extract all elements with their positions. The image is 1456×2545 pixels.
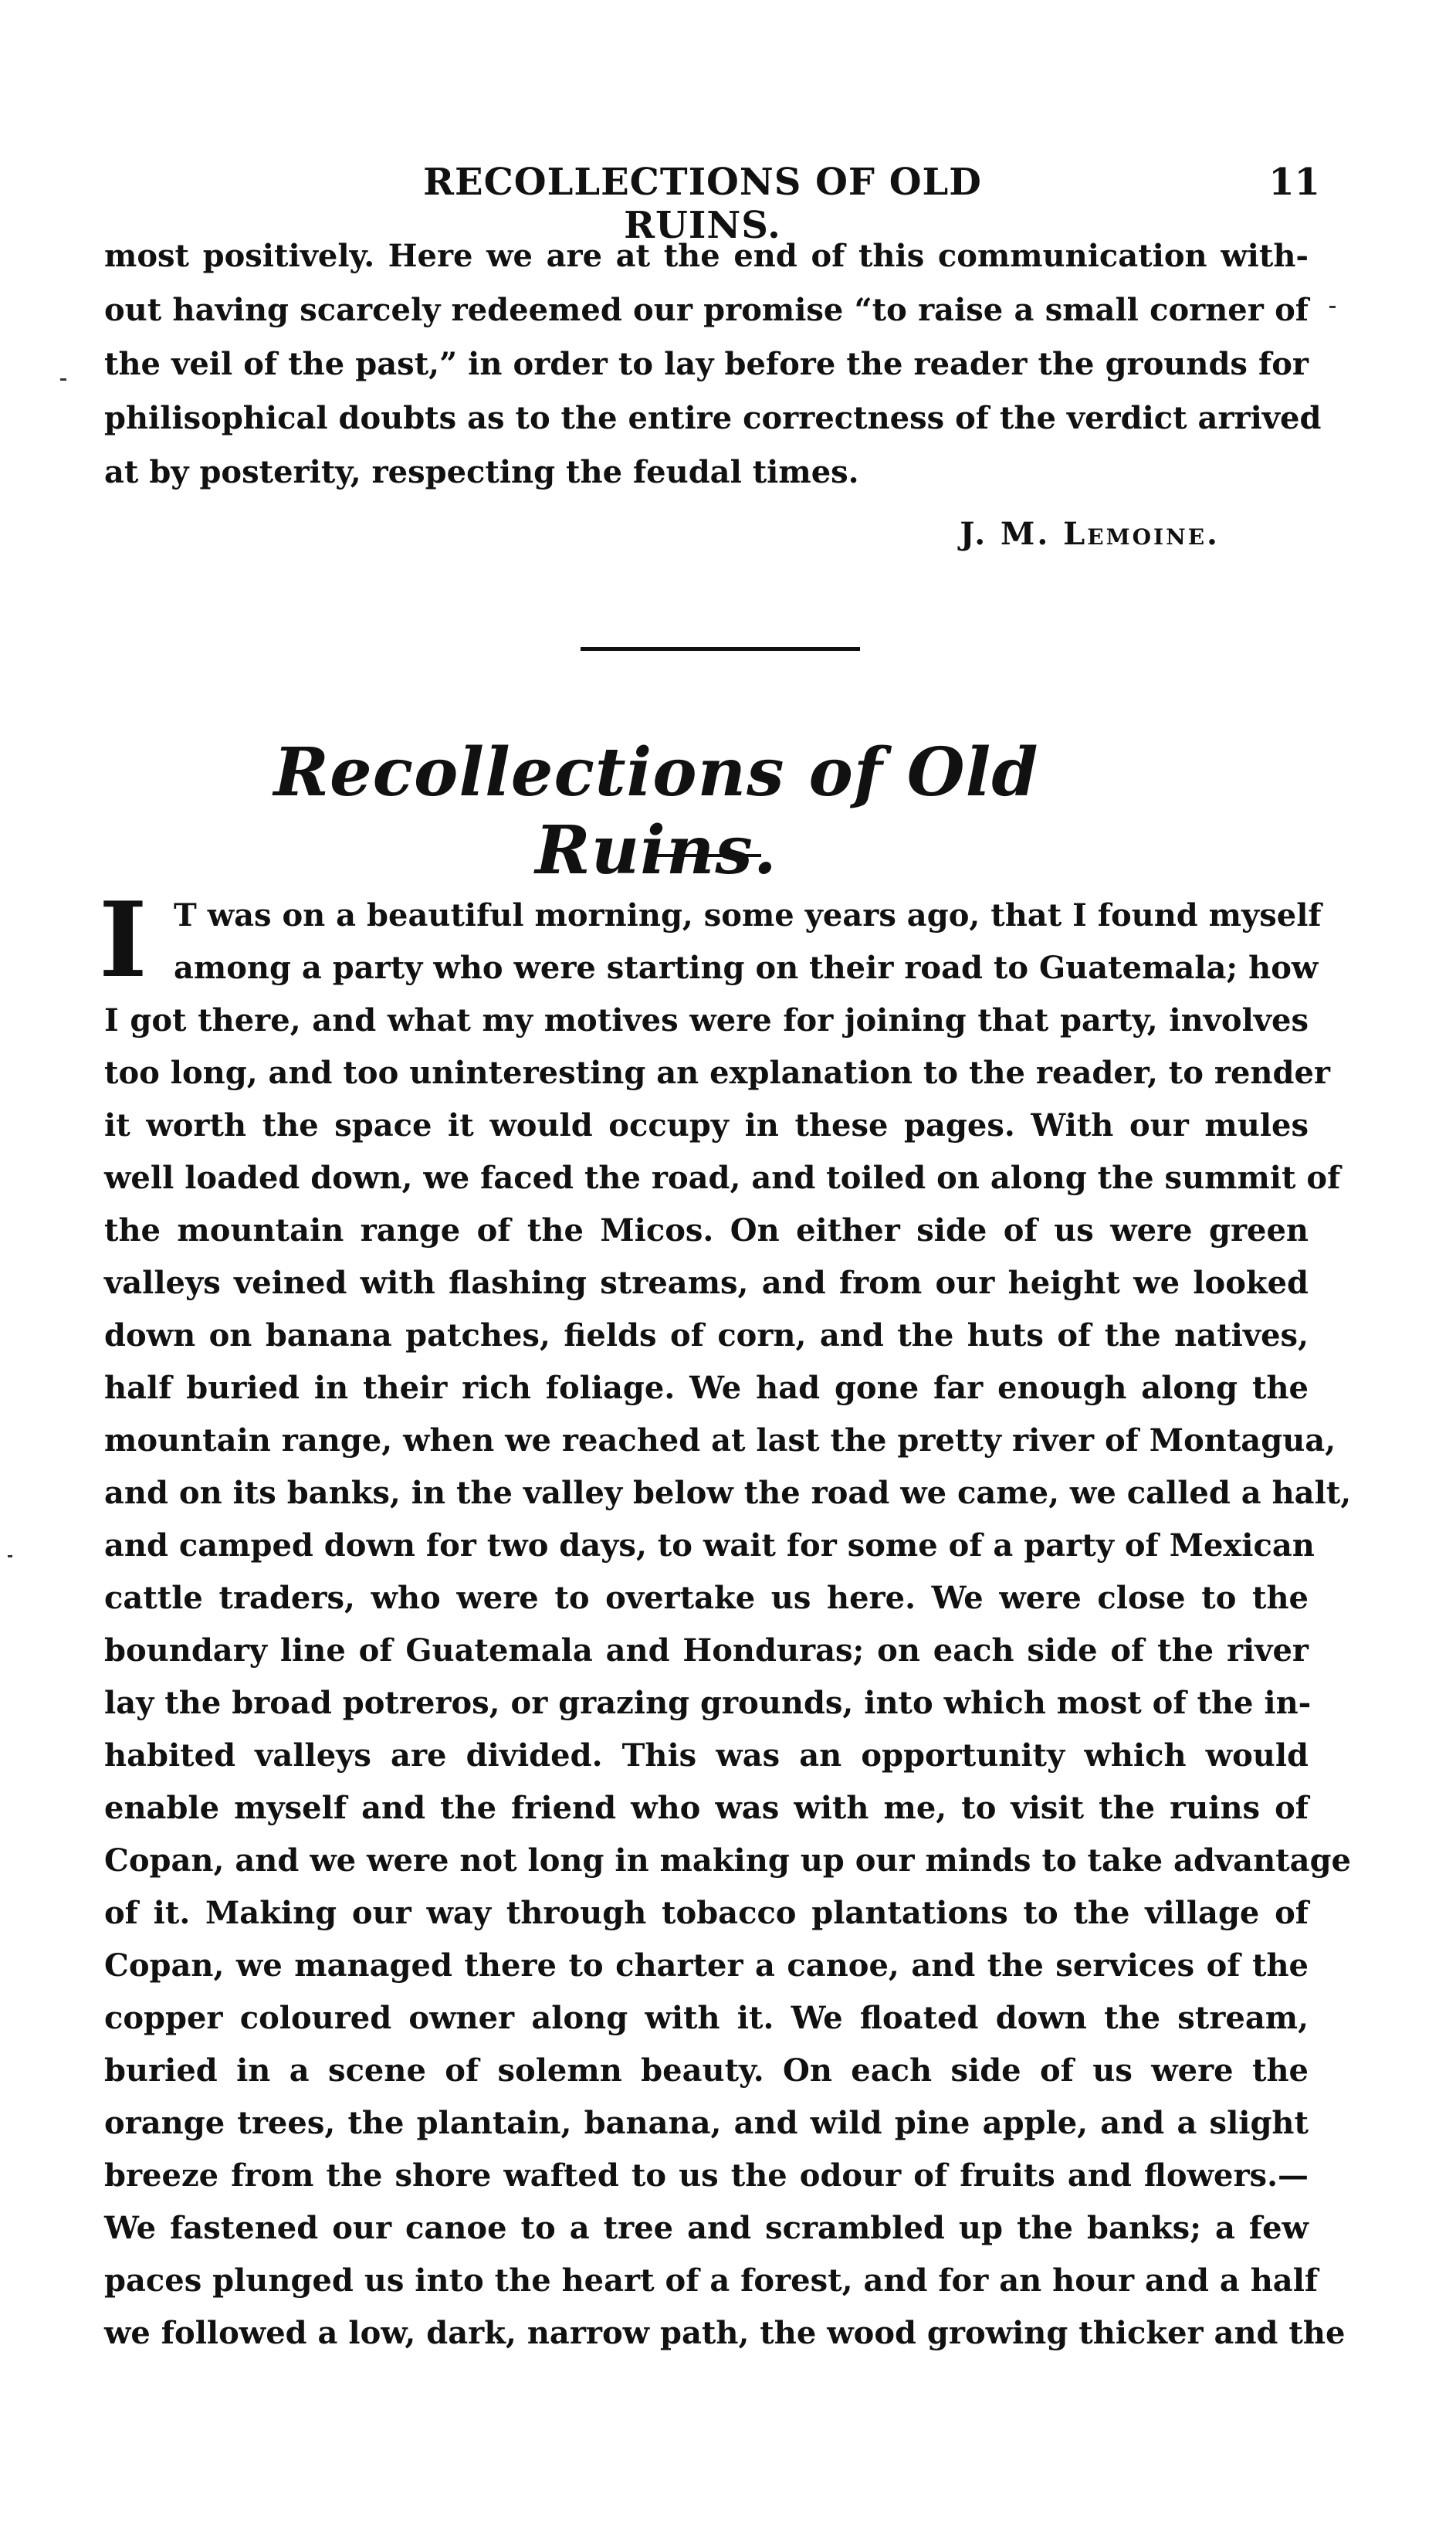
text-line: We fastened our canoe to a tree and scrambled up the banks; a few bbox=[104, 2210, 1309, 2246]
text-line: too long, and too uninteresting an explanation to the reader, to render bbox=[104, 1055, 1330, 1091]
text-line: enable myself and the friend who was with me, to visit the ruins of bbox=[104, 1790, 1309, 1826]
scan-speck bbox=[8, 1555, 12, 1557]
text-line: half buried in their rich foliage. We had gone far enough along the bbox=[104, 1370, 1309, 1406]
text-line: and camped down for two days, to wait for some of a party of Mexican bbox=[104, 1527, 1315, 1564]
text-line: we followed a low, dark, narrow path, the wood growing thicker and the bbox=[104, 2315, 1346, 2351]
text-line: T was on a beautiful morning, some years ago, that I found myself bbox=[174, 897, 1322, 934]
text-line: Copan, and we were not long in making up our minds to take advantage bbox=[104, 1842, 1351, 1879]
article-title: Recollections of Old Ruins. bbox=[273, 734, 1039, 890]
scan-speck bbox=[1329, 306, 1336, 308]
title-rule bbox=[647, 854, 761, 857]
text-line: boundary line of Guatemala and Honduras; on each side of the river bbox=[104, 1632, 1309, 1669]
text-line: the mountain range of the Micos. On either side of us were green bbox=[104, 1212, 1309, 1249]
text-line: cattle traders, who were to overtake us here. We were close to the bbox=[104, 1580, 1309, 1616]
text-line: orange trees, the plantain, banana, and wild pine apple, and a slight bbox=[104, 2105, 1309, 2141]
text-line: valleys veined with flashing streams, and from our height we looked bbox=[104, 1265, 1309, 1301]
text-line: paces plunged us into the heart of a forest, and for an hour and a half bbox=[104, 2262, 1319, 2299]
text-line: I got there, and what my motives were for joining that party, involves bbox=[104, 1002, 1309, 1039]
text-line: among a party who were starting on their road to Guatemala; how bbox=[174, 950, 1319, 986]
text-line: buried in a scene of solemn beauty. On each side of us were the bbox=[104, 2052, 1309, 2089]
scan-speck bbox=[60, 378, 66, 381]
text-line: of it. Making our way through tobacco plantations to the village of bbox=[104, 1895, 1309, 1931]
page-number: 11 bbox=[1268, 161, 1320, 204]
text-line: copper coloured owner along with it. We floated down the stream, bbox=[104, 2000, 1309, 2036]
running-head: RECOLLECTIONS OF OLD RUINS. bbox=[423, 161, 982, 247]
section-divider bbox=[581, 647, 860, 651]
text-line: and on its banks, in the valley below the road we came, we called a halt, bbox=[104, 1475, 1352, 1511]
drop-cap: I bbox=[99, 879, 147, 1001]
author-signature: J. M. Lemoine. bbox=[960, 516, 1220, 552]
text-line: breeze from the shore wafted to us the odour of fruits and flowers.— bbox=[104, 2157, 1309, 2194]
text-line: the veil of the past,” in order to lay before the reader the grounds for bbox=[104, 346, 1309, 382]
text-line: out having scarcely redeemed our promise “to raise a small corner of bbox=[104, 292, 1309, 328]
text-line: at by posterity, respecting the feudal times. bbox=[104, 454, 859, 490]
text-line: habited valleys are divided. This was an opportunity which would bbox=[104, 1737, 1309, 1774]
text-line: lay the broad potreros, or grazing grounds, into which most of the in- bbox=[104, 1685, 1312, 1721]
text-line: down on banana patches, fields of corn, and the huts of the natives, bbox=[104, 1317, 1309, 1354]
text-line: well loaded down, we faced the road, and toiled on along the summit of bbox=[104, 1160, 1341, 1196]
text-line: most positively. Here we are at the end of this communication with- bbox=[104, 238, 1309, 274]
text-line: mountain range, when we reached at last the pretty river of Montagua, bbox=[104, 1422, 1336, 1459]
text-line: Copan, we managed there to charter a canoe, and the services of the bbox=[104, 1947, 1309, 1984]
text-line: it worth the space it would occupy in these pages. With our mules bbox=[104, 1107, 1309, 1144]
text-line: philisophical doubts as to the entire correctness of the verdict arrived bbox=[104, 400, 1322, 436]
